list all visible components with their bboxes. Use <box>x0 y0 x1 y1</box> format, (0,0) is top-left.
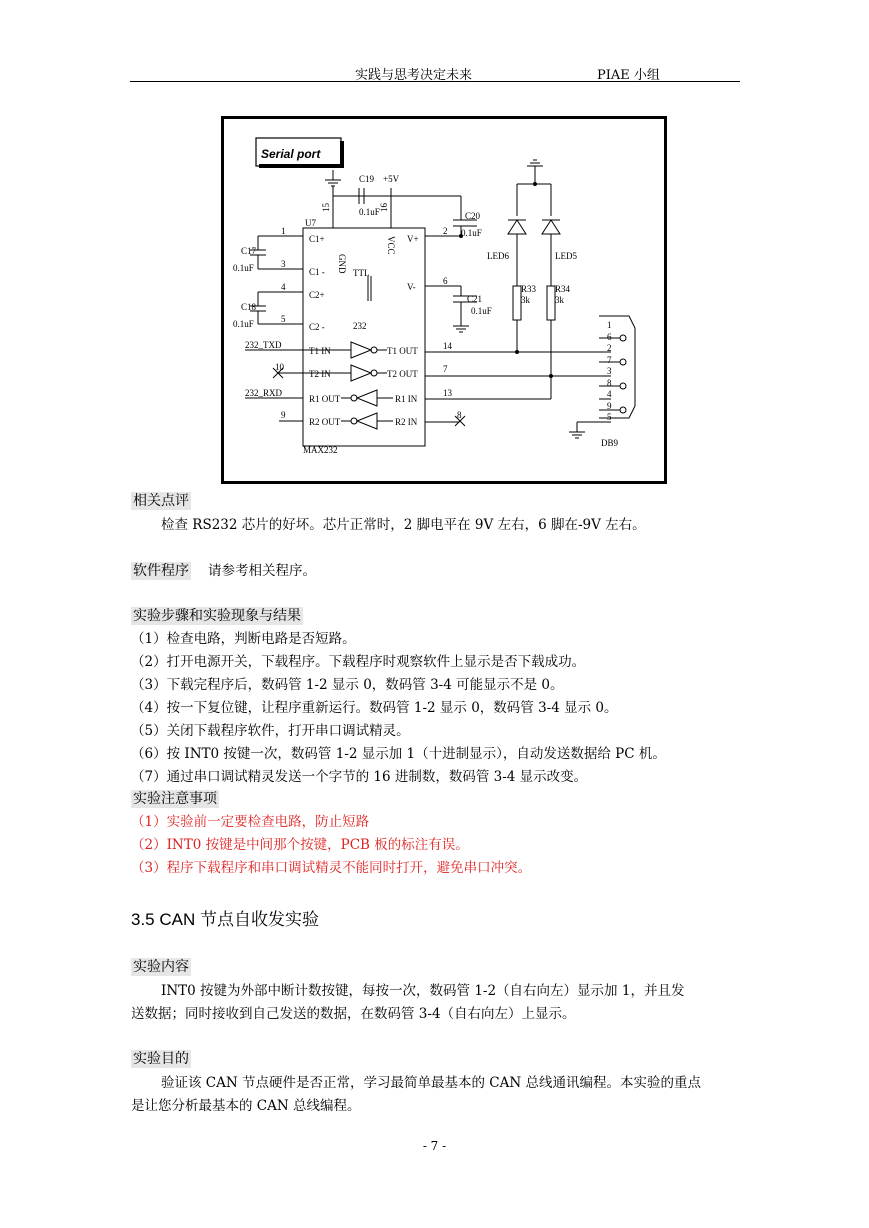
step-item: （3）下载完程序后，数码管 1-2 显示 0，数码管 3-4 可能显示不是 0。 <box>131 677 564 693</box>
svg-text:3: 3 <box>607 366 612 376</box>
svg-text:U7: U7 <box>305 218 316 228</box>
purpose-heading: 实验目的 <box>133 1051 189 1067</box>
svg-text:C2+: C2+ <box>309 290 325 300</box>
svg-text:LED6: LED6 <box>487 251 509 261</box>
svg-text:0.1uF: 0.1uF <box>471 306 492 316</box>
svg-text:3: 3 <box>281 259 286 269</box>
svg-text:C21: C21 <box>467 294 483 304</box>
svg-text:14: 14 <box>443 341 452 351</box>
svg-text:V-: V- <box>407 282 416 292</box>
notes-heading: 实验注意事项 <box>133 791 217 807</box>
svg-text:C2 -: C2 - <box>309 322 325 332</box>
svg-text:R33: R33 <box>521 284 537 294</box>
svg-text:8: 8 <box>607 378 612 388</box>
svg-text:C1+: C1+ <box>309 234 325 244</box>
svg-text:5: 5 <box>281 314 286 324</box>
content-text-line2: 送数据；同时接收到自己发送的数据，在数码管 3-4（自右向左）上显示。 <box>131 1006 576 1022</box>
header-rule <box>130 81 740 82</box>
software-heading: 软件程序 <box>133 563 189 579</box>
note-item: （2）INT0 按键是中间那个按键，PCB 板的标注有误。 <box>131 837 469 853</box>
svg-text:0.1uF: 0.1uF <box>233 319 254 329</box>
step-item: （2）打开电源开关，下载程序。下载程序时观察软件上显示是否下载成功。 <box>131 654 586 670</box>
svg-text:R2 OUT: R2 OUT <box>309 417 341 427</box>
step-item: （4）按一下复位键，让程序重新运行。数码管 1-2 显示 0，数码管 3-4 显示 0。 <box>131 700 618 716</box>
serial-port-schematic <box>221 116 667 484</box>
svg-text:TTL: TTL <box>353 268 370 278</box>
svg-text:R34: R34 <box>555 284 571 294</box>
svg-text:2: 2 <box>443 226 448 236</box>
figure-title: Serial port <box>261 147 321 161</box>
svg-text:0.1uF: 0.1uF <box>233 263 254 273</box>
svg-text:232: 232 <box>353 321 367 331</box>
svg-text:232_TXD: 232_TXD <box>245 340 282 350</box>
svg-text:R1 IN: R1 IN <box>395 394 418 404</box>
comment-text: 检查 RS232 芯片的好坏。芯片正常时，2 脚电平在 9V 左右，6 脚在-9V 左右。 <box>161 517 646 533</box>
comment-heading: 相关点评 <box>133 493 189 509</box>
step-item: （1）检查电路，判断电路是否短路。 <box>131 631 356 647</box>
svg-text:232_RXD: 232_RXD <box>245 388 283 398</box>
svg-text:LED5: LED5 <box>555 251 577 261</box>
svg-text:DB9: DB9 <box>601 438 619 448</box>
svg-text:R2 IN: R2 IN <box>395 417 418 427</box>
svg-text:10: 10 <box>275 362 284 372</box>
page-number: - 7 - <box>422 1139 447 1153</box>
note-item: （3）程序下载程序和串口调试精灵不能同时打开，避免串口冲突。 <box>131 860 532 876</box>
content-heading: 实验内容 <box>133 959 189 975</box>
svg-text:7: 7 <box>607 355 612 365</box>
svg-text:T2 OUT: T2 OUT <box>387 369 418 379</box>
svg-text:T1 IN: T1 IN <box>309 346 331 356</box>
svg-text:3k: 3k <box>555 295 564 305</box>
svg-text:6: 6 <box>443 276 448 286</box>
steps-heading: 实验步骤和实验现象与结果 <box>133 608 301 624</box>
svg-text:C1 -: C1 - <box>309 267 325 277</box>
step-item: （7）通过串口调试精灵发送一个字节的 16 进制数，数码管 3-4 显示改变。 <box>131 769 588 785</box>
svg-text:VCC: VCC <box>386 236 396 255</box>
svg-text:16: 16 <box>379 203 389 212</box>
svg-text:+5V: +5V <box>383 174 400 184</box>
svg-text:R1 OUT: R1 OUT <box>309 394 341 404</box>
content-text-line1: INT0 按键为外部中断计数按键，每按一次，数码管 1-2（自右向左）显示加 1，并且发 <box>161 983 685 999</box>
svg-text:MAX232: MAX232 <box>303 445 338 455</box>
svg-text:T1 OUT: T1 OUT <box>387 346 418 356</box>
svg-text:6: 6 <box>607 332 612 342</box>
svg-text:T2 IN: T2 IN <box>309 369 331 379</box>
svg-text:2: 2 <box>607 343 612 353</box>
section-heading-3-5: 3.5 CAN 节点自收发实验 <box>131 910 319 929</box>
svg-text:4: 4 <box>281 282 286 292</box>
software-text: 请参考相关程序。 <box>208 563 316 579</box>
svg-text:5: 5 <box>607 412 612 422</box>
svg-text:1: 1 <box>281 226 286 236</box>
svg-text:9: 9 <box>607 401 612 411</box>
purpose-text-line2: 是让您分析最基本的 CAN 总线编程。 <box>131 1098 361 1114</box>
header-title: 实践与思考决定未来 <box>355 68 473 83</box>
header-group: PIAE 小组 <box>597 68 660 83</box>
svg-text:GND: GND <box>337 254 347 274</box>
svg-text:0.1uF: 0.1uF <box>359 207 380 217</box>
step-item: （6）按 INT0 按键一次，数码管 1-2 显示加 1（十进制显示），自动发送数据给 PC 机。 <box>131 746 666 762</box>
svg-text:15: 15 <box>321 203 331 212</box>
purpose-text-line1: 验证该 CAN 节点硬件是否正常，学习最简单最基本的 CAN 总线通讯编程。本实验的重点 <box>161 1075 701 1091</box>
svg-text:C17: C17 <box>241 246 257 256</box>
svg-text:7: 7 <box>443 364 448 374</box>
svg-text:8: 8 <box>457 410 462 420</box>
svg-text:3k: 3k <box>521 295 530 305</box>
svg-text:13: 13 <box>443 388 452 398</box>
svg-text:1: 1 <box>607 320 612 330</box>
step-item: （5）关闭下载程序软件，打开串口调试精灵。 <box>131 723 410 739</box>
svg-text:C19: C19 <box>359 174 375 184</box>
svg-text:9: 9 <box>281 410 286 420</box>
svg-text:0.1uF: 0.1uF <box>461 228 482 238</box>
note-item: （1）实验前一定要检查电路，防止短路 <box>131 814 370 830</box>
svg-text:4: 4 <box>607 389 612 399</box>
svg-text:V+: V+ <box>407 234 419 244</box>
svg-text:C18: C18 <box>241 302 257 312</box>
svg-text:C20: C20 <box>465 211 481 221</box>
